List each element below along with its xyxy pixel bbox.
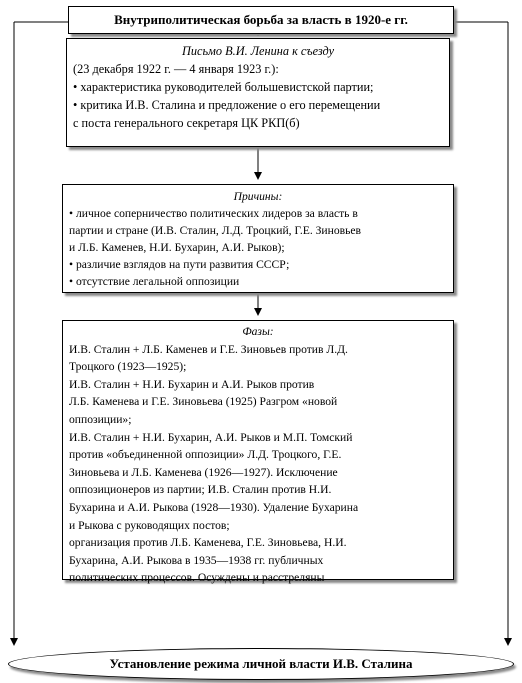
causes-line: • личное соперничество политических лидеров за власть в <box>69 207 358 220</box>
phases-line: Бухарина и А.И. Рыкова (1928—1930). Удаление Бухарина <box>69 500 359 514</box>
result-oval <box>8 648 514 680</box>
phases-line: Зиновьева и Л.Б. Каменева (1926—1927). Исключение <box>69 465 338 479</box>
letter-line: • характеристика руководителей большевистской партии; <box>73 80 374 94</box>
diagram-title: Внутриполитическая борьба за власть в 1920-е гг. <box>114 12 408 27</box>
phases-line: И.В. Сталин + Л.Б. Каменев и Г.Е. Зиновьев против Л.Д. <box>69 342 348 356</box>
result-text: Установление режима личной власти И.В. Сталина <box>109 656 413 671</box>
phases-line: Троцкого (1923—1925); <box>69 360 187 374</box>
causes-heading: Причины: <box>233 190 283 203</box>
title-box <box>68 6 454 34</box>
causes-box <box>62 184 454 293</box>
phases-line: И.В. Сталин + Н.И. Бухарин, А.И. Рыков и М.П. Томский <box>69 430 353 444</box>
causes-line: партии и стране (И.В. Сталин, Л.Д. Троцкий, Г.Е. Зиновьев <box>69 224 362 237</box>
phases-box <box>62 320 454 585</box>
phases-line: Бухарина, А.И. Рыкова в 1935—1938 гг. публичных <box>69 553 324 567</box>
phases-line: организация против Л.Б. Каменева, Г.Е. Зиновьева, Н.И. <box>69 536 347 550</box>
causes-line: • различие взглядов на пути развития СССР; <box>69 258 290 271</box>
phases-line: И.В. Сталин + Н.И. Бухарин и А.И. Рыков против <box>69 377 315 391</box>
phases-line: Л.Б. Каменева и Г.Е. Зиновьева (1925) Разгром «новой <box>69 395 338 409</box>
letter-line: (23 декабря 1922 г. — 4 января 1923 г.): <box>73 62 279 76</box>
letter-line: с поста генерального секретаря ЦК РКП(б) <box>73 116 300 130</box>
phases-line: оппозиционеров из партии; И.В. Сталин против Н.И. <box>69 483 332 497</box>
letter-heading: Письмо В.И. Ленина к съезду <box>181 44 335 58</box>
causes-line: и Л.Б. Каменев, Н.И. Бухарин, А.И. Рыков); <box>69 241 285 254</box>
phases-line: оппозиции»; <box>69 412 132 426</box>
phases-line: политических процессов. Осуждены и расстреляны <box>69 571 325 585</box>
phases-heading: Фазы: <box>242 325 274 338</box>
letter-box <box>66 38 450 147</box>
phases-line: против «объединенной оппозиции» Л.Д. Троцкого, Г.Е. <box>69 448 342 462</box>
phases-line: и Рыкова с руководящих постов; <box>69 518 230 532</box>
letter-line: • критика И.В. Сталина и предложение о его перемещении <box>73 98 381 112</box>
causes-line: • отсутствие легальной оппозиции <box>69 275 240 288</box>
